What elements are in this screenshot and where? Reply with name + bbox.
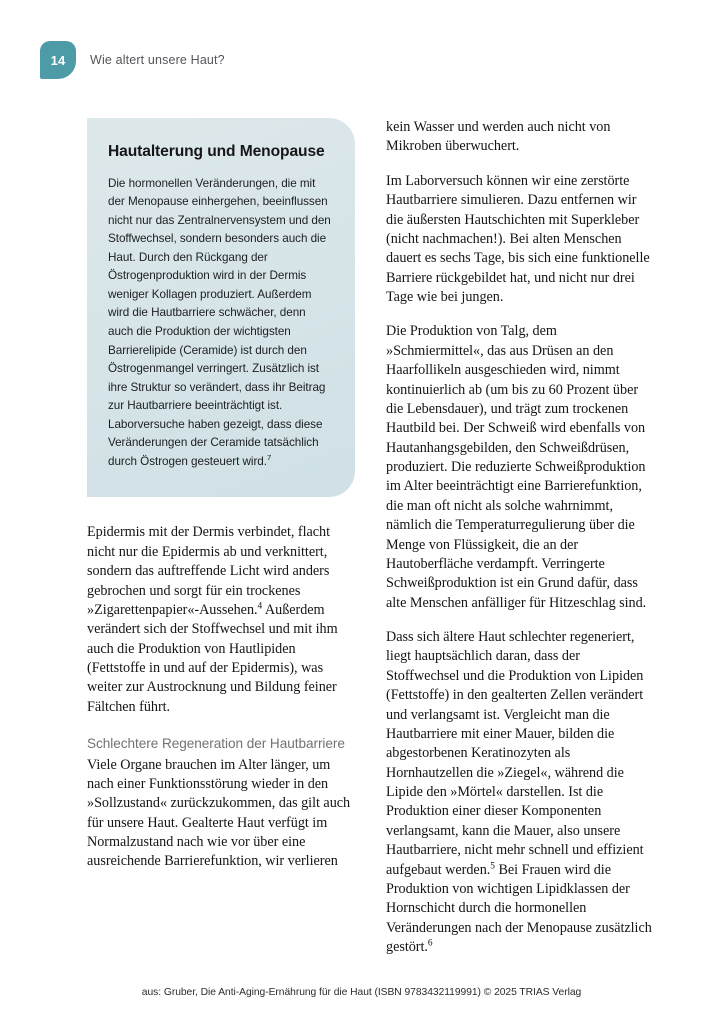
left-paragraph-1-text: Epidermis mit der Dermis verbindet, flacht nicht nur die Epidermis ab und verknittert, sondern das auftreffende Licht wird anders gebrochen und sorgt für ein trockenes »Zigarettenpapier«-Aussehen.	[87, 524, 331, 618]
left-paragraph-1	[87, 523, 355, 717]
footnote-marker-6: 6	[427, 938, 433, 949]
right-column	[386, 118, 654, 957]
footnote-marker-4: 4	[257, 601, 263, 612]
info-box-body	[108, 175, 333, 472]
right-paragraph-1: kein Wasser und werden auch nicht von Mikroben überwuchert.	[386, 119, 611, 155]
info-box-title: Hautalterung und Menopause	[108, 143, 325, 160]
right-paragraph-2: Im Laborversuch können wir eine zerstörte Hautbarriere simulieren. Dazu entfernen wir die äußersten Hautschichten mit Superkleber (nicht nachmachen!). Bei alten Menschen dauert es sechs Tage, bis sich eine funktionelle Barriere rückgebildet hat, und nicht nur drei Tage wie bei jungen.	[386, 172, 650, 305]
footnote-marker-5: 5	[490, 860, 495, 871]
info-box-body-text: Die hormonellen Veränderungen, die mit der Menopause einhergehen, beeinflussen nicht nur das Zentralnervensystem und den Stoffwechsel, sondern besonders auch die Haut. Durch den Rückgang der Östrogenproduktion wird in der Dermis weniger Kollagen produziert. Außerdem wird die Hautbarriere schwächer, denn auch die Produktion der wichtigsten Barrierelipide (Ceramide) ist durch den Östrogenmangel verringert. Zusätzlich ist ihre Struktur so verändert, dass ihr Beitrag zur Hautbarriere beeinträchtigt ist. Laborversuche haben gezeigt, dass diese Veränderungen der Ceramide tatsächlich durch Östrogen gesteuert wird.	[108, 176, 331, 468]
page-number-badge: 14	[40, 41, 76, 79]
right-paragraph-4-part-a: Dass sich ältere Haut schlechter regeneriert, liegt hauptsächlich daran, dass der Stoffwechsel und die Produktion von Lipiden (Fettstoffe) in den gealterten Zellen verändert und verlangsamt ist. Vergleicht man die Hautbarriere mit einer Mauer, bilden die abgestorbenen Keratinozyten als Hornhautzellen die »Ziegel«, während die Lipide den »Mörtel« darstellen. Ist die Produktion einer dieser Komponenten verlangsamt, kann die Mauer, also unsere Hautbarriere, nicht mehr schnell und effizient aufgebaut werden.	[386, 629, 644, 878]
info-box	[87, 118, 355, 497]
left-paragraph-1-continuation: Außerdem verändert sich der Stoffwechsel und mit ihm auch die Produktion von Hautlipiden (Fettstoffe in und auf der Epidermis), was weiter zur Austrocknung und Bildung feiner Fältchen führt.	[87, 601, 338, 715]
left-paragraph-2: Viele Organe brauchen im Alter länger, um nach einer Funktionsstörung wieder in den »Sollzustand« zurückzukommen, das gilt auch für unsere Haut. Gealterte Haut verfügt im Normalzustand nach wie vor über eine ausreichende Barrierefunktion, wir verlieren	[87, 756, 351, 870]
right-paragraph-4	[386, 628, 654, 957]
footnote-marker-7: 7	[266, 452, 272, 462]
right-paragraph-3: Die Produktion von Talg, dem »Schmiermittel«, das aus Drüsen an den Haarfollikeln ausgeschieden wird, nimmt kontinuierlich ab (um bis zu 60 Prozent über die Lebensdauer), und trägt zum trockenen Hautbild bei. Der Schweiß wird ebenfalls von Hautanhangsgebilden, den Schweißdrüsen, produziert. Die reduzierte Schweißproduktion im Alter beeinträchtigt eine Barrierefunktion, die man oft nicht als solche wahrnimmt, nämlich die Temperaturregulierung über die Menge von Flüssigkeit, die an der Hautoberfläche verdampft. Verringerte Schweißproduktion ist ein Grund dafür, dass alte Menschen anfälliger für Hitzeschlag sind.	[386, 323, 647, 611]
page-footer-source: aus: Gruber, Die Anti-Aging-Ernährung für die Haut (ISBN 9783432119991) © 2025 TRIAS Verlag	[141, 987, 582, 998]
running-head	[40, 41, 225, 79]
left-column	[87, 118, 355, 872]
right-paragraph-4-part-b: Bei Frauen wird die Produktion von wichtigen Lipidklassen der Hornschicht durch die hormonellen Veränderungen nach der Menopause zusätzlich gestört.	[386, 861, 652, 955]
chapter-title: Wie altert unsere Haut?	[90, 53, 225, 67]
section-subheading: Schlechtere Regeneration der Hautbarriere	[87, 736, 345, 752]
